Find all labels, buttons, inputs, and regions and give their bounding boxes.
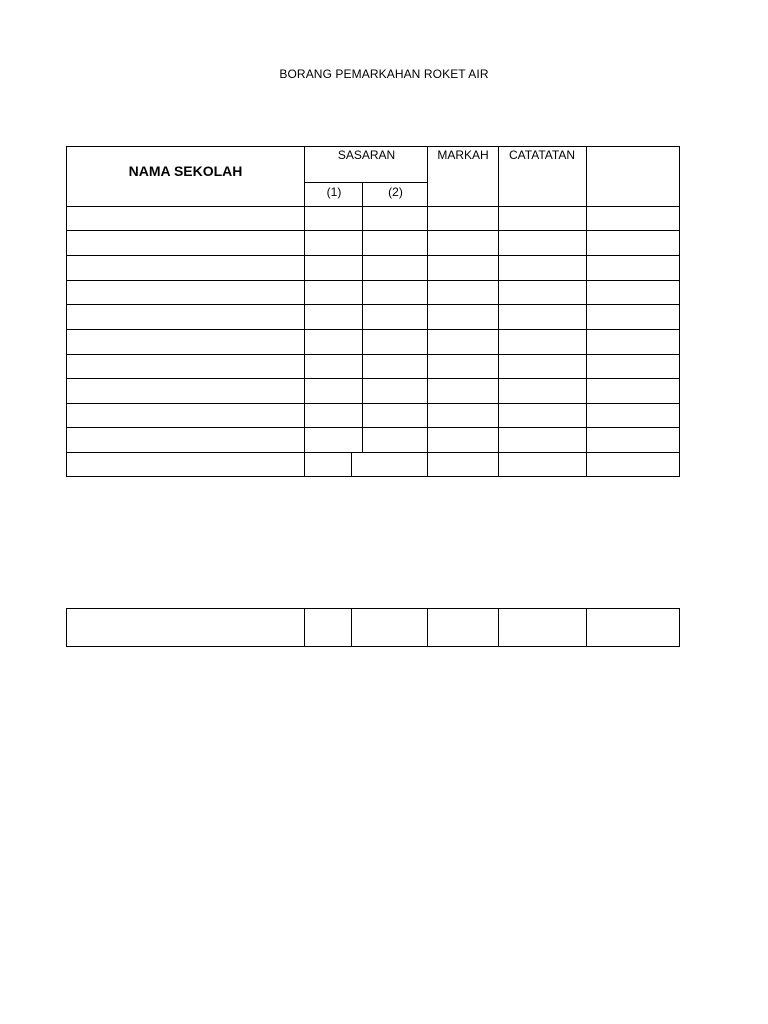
- target-column-divider: [362, 182, 363, 452]
- table-border-bottom: [66, 476, 680, 477]
- header-bottom-line: [66, 206, 680, 207]
- row-line: [66, 354, 680, 355]
- column-divider: [304, 608, 305, 647]
- table-border-right: [679, 608, 680, 647]
- row-line: [66, 452, 680, 453]
- row-line: [66, 304, 680, 305]
- header-target-1: (1): [326, 185, 342, 199]
- column-divider: [427, 146, 428, 477]
- table-border-left: [66, 608, 67, 647]
- row-line: [66, 329, 680, 330]
- target-column-divider-last-row: [351, 452, 352, 477]
- header-target: SASARAN: [337, 148, 396, 162]
- column-divider: [427, 608, 428, 647]
- header-target-2: (2): [388, 185, 403, 199]
- target-subheader-divider: [305, 182, 428, 183]
- row-line: [66, 403, 680, 404]
- row-line: [66, 427, 680, 428]
- header-notes: CATATATAN: [509, 148, 575, 162]
- column-divider: [304, 146, 305, 477]
- row-line: [66, 255, 680, 256]
- column-divider: [498, 146, 499, 477]
- table-border-bottom: [66, 646, 680, 647]
- row-line: [66, 378, 680, 379]
- header-school-name: NAMA SEKOLAH: [128, 163, 243, 179]
- row-line: [66, 280, 680, 281]
- row-line: [66, 230, 680, 231]
- column-divider: [498, 608, 499, 647]
- table-border-right: [679, 146, 680, 477]
- table-border-top: [66, 146, 680, 147]
- table-border-top: [66, 608, 680, 609]
- column-divider: [586, 608, 587, 647]
- column-divider: [586, 146, 587, 477]
- table-border-left: [66, 146, 67, 477]
- header-marks: MARKAH: [437, 148, 489, 162]
- document-title: BORANG PEMARKAHAN ROKET AIR: [279, 67, 489, 81]
- column-divider: [351, 608, 352, 647]
